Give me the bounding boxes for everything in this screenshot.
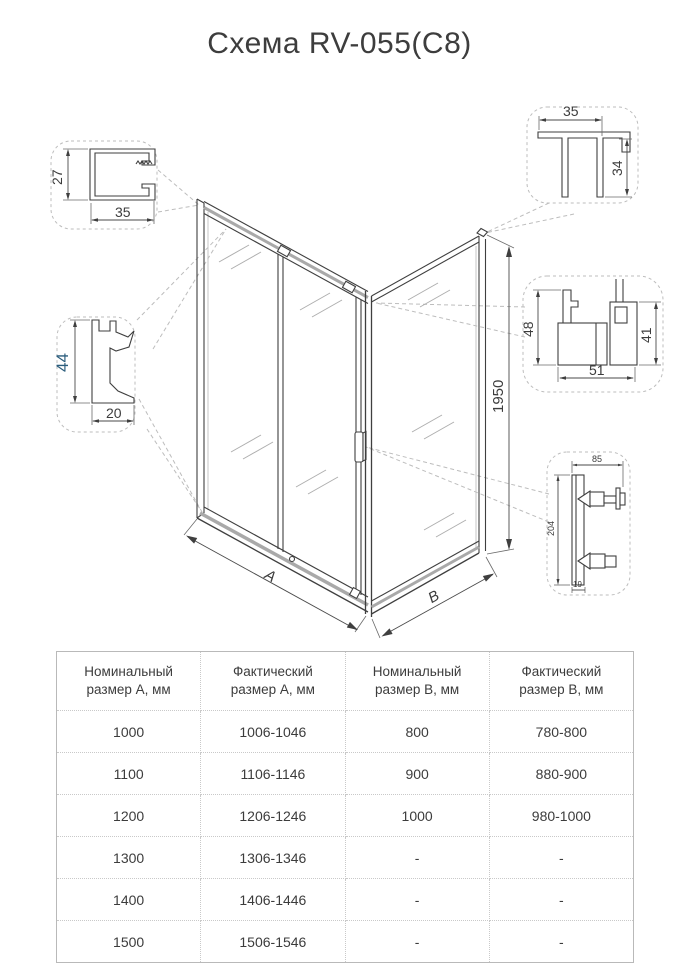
table-row	[57, 879, 634, 921]
header-nominal-a: Номинальный размер А, мм	[57, 652, 201, 711]
cell-nominal-b: 900	[345, 753, 489, 795]
detail-corner-junction	[520, 276, 663, 392]
table-row	[57, 921, 634, 963]
dim-wall-height: 27	[49, 169, 65, 185]
cell-nominal-b: 800	[345, 711, 489, 753]
table-row	[57, 837, 634, 879]
cell-actual-b: -	[489, 879, 633, 921]
dimension-a	[184, 519, 366, 632]
cell-nominal-a: 1400	[57, 879, 201, 921]
door-handle	[355, 432, 363, 462]
cell-actual-a: 1506-1546	[201, 921, 345, 963]
dim-top-profile-width: 35	[563, 103, 579, 119]
cell-actual-b: -	[489, 837, 633, 879]
cell-nominal-a: 1000	[57, 711, 201, 753]
dim-top-profile-height: 34	[609, 160, 625, 176]
header-actual-a: Фактический размер А, мм	[201, 652, 345, 711]
detail-top-corner-profile	[527, 103, 638, 203]
dim-sill-width: 20	[106, 405, 122, 421]
dim-handle-length: 204	[546, 520, 556, 536]
glass-reflections	[219, 245, 466, 537]
dim-main-width-label: A	[261, 566, 279, 586]
dim-junction-right: 41	[638, 327, 654, 343]
dim-wall-width: 35	[115, 204, 131, 220]
page-title: Схема RV-055(C8)	[207, 27, 472, 60]
cell-nominal-b: -	[345, 879, 489, 921]
table-row	[57, 795, 634, 837]
cell-actual-b: 980-1000	[489, 795, 633, 837]
detail-handle	[546, 452, 630, 595]
dim-main-depth-label: B	[425, 587, 443, 607]
table-row	[57, 711, 634, 753]
cell-actual-a: 1306-1346	[201, 837, 345, 879]
cell-actual-a: 1406-1446	[201, 879, 345, 921]
cell-actual-a: 1006-1046	[201, 711, 345, 753]
cell-actual-b: 780-800	[489, 711, 633, 753]
detail-sill-profile	[53, 317, 135, 432]
dim-handle-width: 85	[592, 454, 603, 464]
cell-nominal-a: 1500	[57, 921, 201, 963]
cell-nominal-a: 1100	[57, 753, 201, 795]
header-nominal-b: Номинальный размер В, мм	[345, 652, 489, 711]
dim-handle-thickness: 19	[573, 580, 582, 589]
cell-nominal-b: -	[345, 921, 489, 963]
header-actual-b: Фактический размер В, мм	[489, 652, 633, 711]
table-header-row	[57, 652, 634, 711]
cell-nominal-b: -	[345, 837, 489, 879]
dim-sill-height: 44	[53, 353, 72, 372]
table-row	[57, 753, 634, 795]
dim-main-height: 1950	[490, 379, 507, 413]
size-table	[56, 651, 634, 963]
door-bottom-guide	[290, 557, 295, 562]
detail-wall-profile	[49, 141, 157, 229]
dim-junction-left: 48	[520, 321, 536, 337]
cell-actual-b: -	[489, 921, 633, 963]
cell-nominal-a: 1200	[57, 795, 201, 837]
dim-junction-width: 51	[589, 362, 605, 378]
enclosure-front-panel	[197, 199, 368, 612]
cell-actual-b: 880-900	[489, 753, 633, 795]
cell-actual-a: 1106-1146	[201, 753, 345, 795]
cell-actual-a: 1206-1246	[201, 795, 345, 837]
cell-nominal-a: 1300	[57, 837, 201, 879]
enclosure-side-panel	[372, 229, 488, 615]
cell-nominal-b: 1000	[345, 795, 489, 837]
